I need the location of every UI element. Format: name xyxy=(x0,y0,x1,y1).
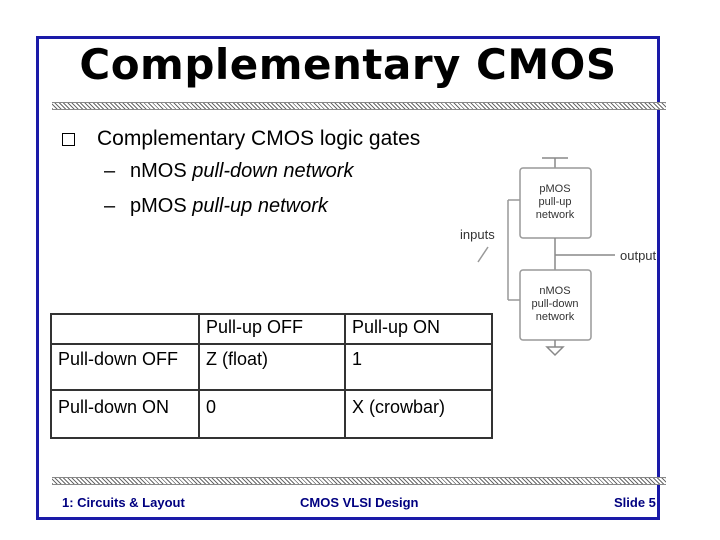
inputs-label: inputs xyxy=(460,227,495,242)
nmos-label: network xyxy=(535,311,575,323)
output-label: output xyxy=(620,248,657,263)
pmos-label: pull-up xyxy=(538,196,572,208)
bullet-box-icon xyxy=(62,133,75,146)
table-row xyxy=(51,344,492,390)
table-cell: Z (float) xyxy=(199,344,345,390)
truth-table xyxy=(50,313,493,439)
table-row-header: Pull-down OFF xyxy=(51,344,199,390)
bullet-item xyxy=(62,127,420,151)
table-row-header: Pull-down ON xyxy=(51,390,199,438)
sub-network: pull-up network xyxy=(192,195,328,217)
table-header-cell: Pull-up ON xyxy=(345,314,492,344)
dash: – xyxy=(104,195,116,217)
table-row xyxy=(51,314,492,344)
footer-center: CMOS VLSI Design xyxy=(300,495,419,510)
sub-network: pull-down network xyxy=(192,160,354,182)
title-divider xyxy=(52,102,666,110)
table-cell: X (crowbar) xyxy=(345,390,492,438)
pmos-label: pMOS xyxy=(539,183,571,195)
nmos-label: pull-down xyxy=(531,298,579,310)
footer-divider xyxy=(52,477,666,485)
table-header-cell: Pull-up OFF xyxy=(199,314,345,344)
table-cell xyxy=(51,314,199,344)
sub-prefix: n xyxy=(130,160,142,182)
footer-left: 1: Circuits & Layout xyxy=(62,495,185,510)
table-cell: 0 xyxy=(199,390,345,438)
footer-slide-number: Slide 5 xyxy=(614,495,656,510)
sub-device: MOS xyxy=(141,195,193,217)
table-row xyxy=(51,390,492,438)
ground-icon xyxy=(547,347,563,355)
sub-bullet-nmos xyxy=(104,160,353,183)
table-cell: 1 xyxy=(345,344,492,390)
slide-title: Complementary CMOS xyxy=(79,40,617,89)
sub-bullet-pmos xyxy=(104,195,328,218)
bullet-text: Complementary CMOS logic gates xyxy=(97,127,421,150)
nmos-label: nMOS xyxy=(539,285,571,297)
sub-device: MOS xyxy=(141,160,193,182)
dash: – xyxy=(104,160,116,182)
sub-prefix: p xyxy=(130,195,142,217)
pmos-label: network xyxy=(535,209,575,221)
